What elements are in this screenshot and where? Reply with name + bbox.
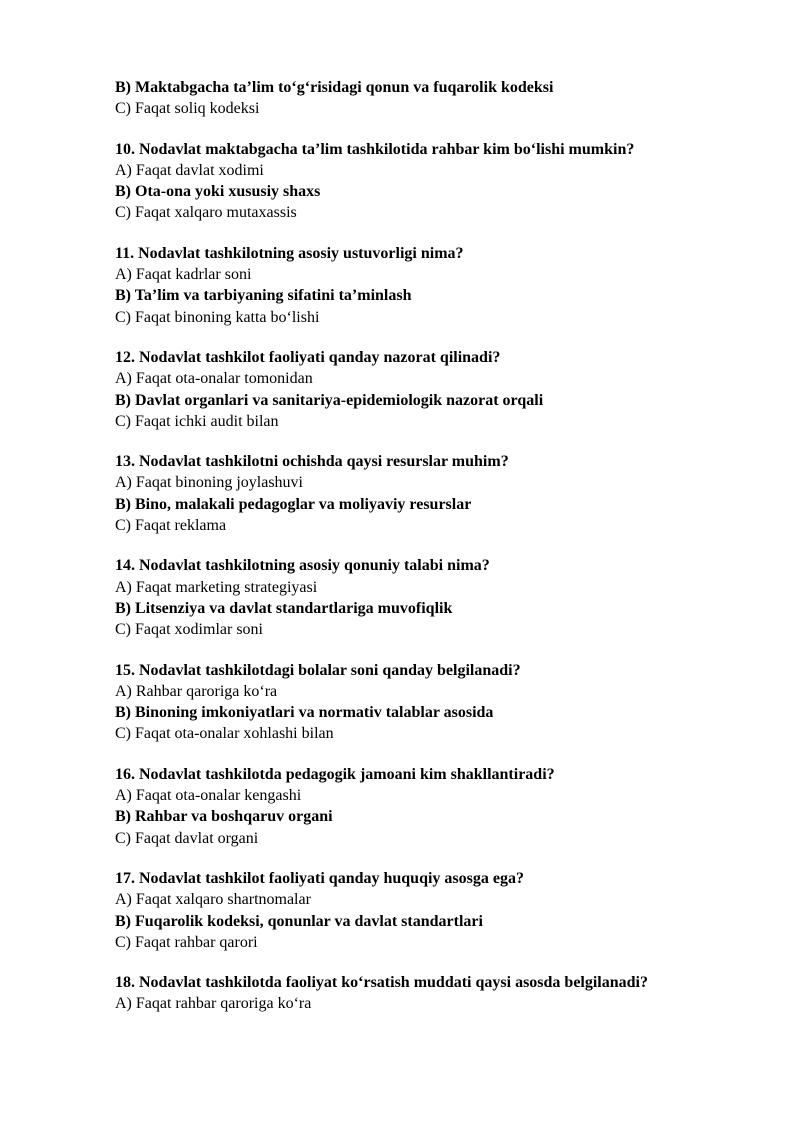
correct-answer-option: B) Ta’lim va tarbiyaning sifatini ta’minlash	[115, 287, 412, 305]
correct-answer-option: B) Ota-ona yoki xususiy shaxs	[115, 183, 321, 201]
correct-answer-option: B) Litsenziya va davlat standartlariga muvofiqlik	[115, 599, 453, 617]
answer-option: C) Faqat ota-onalar xohlashi bilan	[115, 725, 334, 743]
question-title: 17. Nodavlat tashkilot faoliyati qanday huquqiy asosga ega?	[115, 869, 524, 887]
question-title: 15. Nodavlat tashkilotdagi bolalar soni qanday belgilanadi?	[115, 661, 521, 679]
question-block	[115, 868, 765, 953]
question-title: 18. Nodavlat tashkilotda faoliyat ko‘rsatish muddati qaysi asosda belgilanadi?	[115, 974, 648, 992]
answer-option: C) Faqat rahbar qarori	[115, 933, 258, 951]
question-block	[115, 660, 765, 745]
question-block	[115, 764, 765, 849]
answer-option: C) Faqat soliq kodeksi	[115, 100, 260, 118]
question-block	[115, 139, 765, 224]
answer-option: C) Faqat xodimlar soni	[115, 621, 263, 639]
question-title: 14. Nodavlat tashkilotning asosiy qonuniy talabi nima?	[115, 557, 490, 575]
answer-option: C) Faqat davlat organi	[115, 829, 259, 847]
correct-answer-option: B) Rahbar va boshqaruv organi	[115, 808, 333, 826]
question-block	[115, 347, 765, 432]
question-title: 10. Nodavlat maktabgacha ta’lim tashkilotida rahbar kim bo‘lishi mumkin?	[115, 140, 635, 158]
correct-answer-option: B) Fuqarolik kodeksi, qonunlar va davlat standartlari	[115, 912, 483, 930]
question-block	[115, 451, 765, 536]
answer-option: C) Faqat binoning katta bo‘lishi	[115, 308, 320, 326]
answer-option: A) Faqat ota-onalar kengashi	[115, 787, 302, 805]
answer-option: A) Faqat xalqaro shartnomalar	[115, 891, 311, 909]
question-block	[115, 555, 765, 640]
question-title: 11. Nodavlat tashkilotning asosiy ustuvorligi nima?	[115, 244, 464, 262]
answer-option: A) Faqat davlat xodimi	[115, 161, 264, 179]
correct-answer-option: B) Bino, malakali pedagoglar va moliyaviy resurslar	[115, 495, 472, 513]
answer-option: A) Rahbar qaroriga ko‘ra	[115, 682, 278, 700]
answer-option: A) Faqat kadrlar soni	[115, 266, 252, 284]
correct-answer-option: B) Maktabgacha ta’lim to‘g‘risidagi qonun va fuqarolik kodeksi	[115, 79, 554, 96]
question-continuation	[115, 77, 765, 120]
correct-answer-option: B) Davlat organlari va sanitariya-epidemiologik nazorat orqali	[115, 391, 544, 409]
question-title: 13. Nodavlat tashkilotni ochishda qaysi resurslar muhim?	[115, 453, 509, 471]
question-title: 16. Nodavlat tashkilotda pedagogik jamoani kim shakllantiradi?	[115, 765, 555, 783]
document-page	[115, 77, 765, 1015]
answer-option: C) Faqat xalqaro mutaxassis	[115, 204, 297, 222]
answer-option: A) Faqat marketing strategiyasi	[115, 578, 318, 596]
question-block	[115, 972, 765, 1015]
correct-answer-option: B) Binoning imkoniyatlari va normativ talablar asosida	[115, 704, 494, 722]
question-block	[115, 243, 765, 328]
answer-option: A) Faqat binoning joylashuvi	[115, 474, 303, 492]
question-title: 12. Nodavlat tashkilot faoliyati qanday nazorat qilinadi?	[115, 348, 501, 366]
answer-option: A) Faqat ota-onalar tomonidan	[115, 370, 313, 388]
answer-option: C) Faqat reklama	[115, 517, 227, 535]
answer-option: C) Faqat ichki audit bilan	[115, 412, 279, 430]
answer-option: A) Faqat rahbar qaroriga ko‘ra	[115, 995, 312, 1013]
